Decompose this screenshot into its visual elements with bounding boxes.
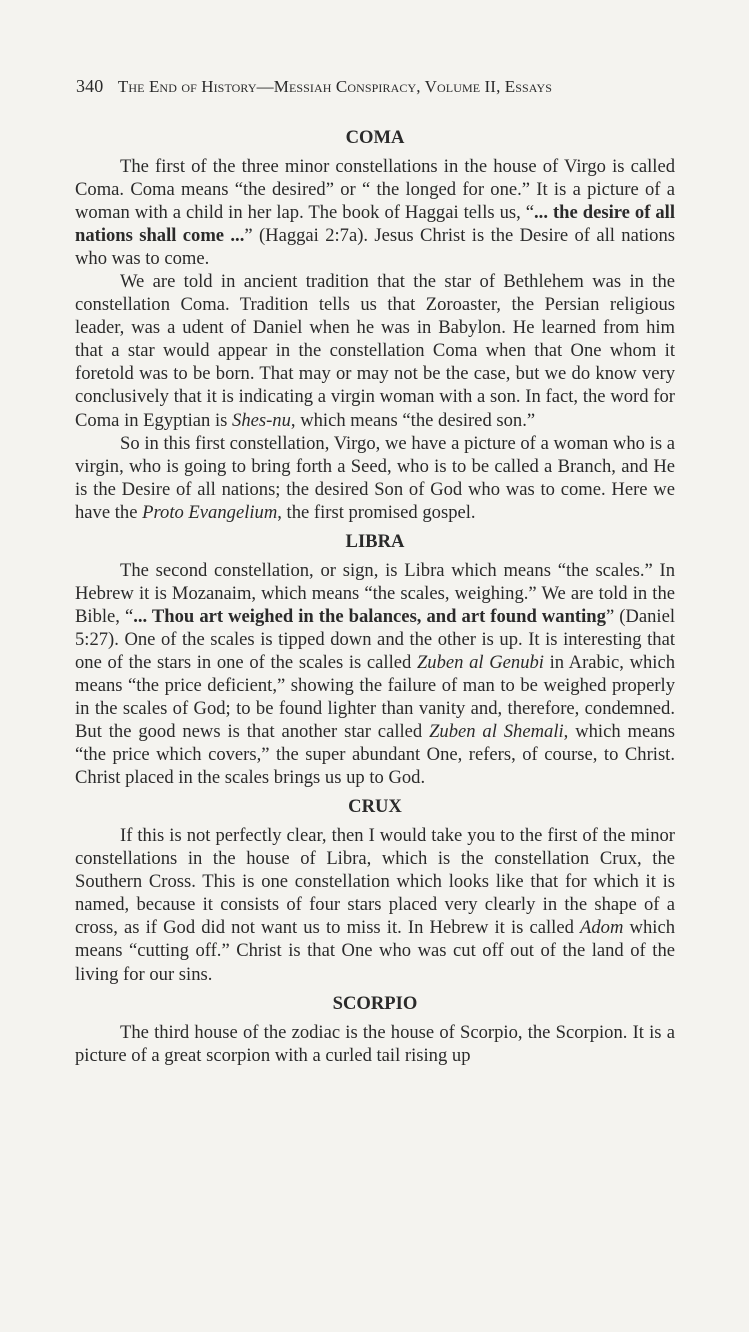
- running-head: [76, 76, 552, 97]
- running-title: The End of History—Messiah Conspiracy, Volume II, Essays: [117, 77, 553, 96]
- text-run: ” (Haggai 2:7a). Jesus Christ is the Desire of all nations who was to come.: [75, 225, 675, 270]
- section-heading-scorpio: SCORPIO: [332, 992, 418, 1014]
- bold-quote: ... the desire of all nations shall come ...: [75, 202, 676, 247]
- italic-term: Shes-nu: [232, 409, 291, 431]
- text-run: ” (Daniel 5:27). One of the scales is tipped down and the other is up. It is interesting that one of the stars in one of the scales is called: [75, 605, 675, 673]
- paragraph: [75, 824, 675, 985]
- text-run: , the first promised gospel.: [277, 501, 476, 523]
- page-number: 340: [76, 76, 104, 96]
- paragraph: [75, 270, 675, 431]
- bold-quote: ... Thou art weighed in the balances, and art found wanting: [133, 605, 606, 627]
- italic-term: Adom: [580, 917, 624, 939]
- body-text: [75, 126, 675, 1067]
- text-run: The first of the three minor constellations in the house of Virgo is called Coma. Coma means “the desired” or “ the longed for one.” It is a picture of a woman with a child in her lap. The book of Haggai tells us, “: [75, 156, 675, 224]
- text-run: in Arabic, which means “the price deficient,” showing the failure of man to be weighed properly in the scales of God; to be found lighter than vanity and, therefore, condemned. But the good news is that another star called: [75, 651, 676, 743]
- paragraph: The third house of the zodiac is the house of Scorpio, the Scorpion. It is a picture of a great scorpion with a curled tail rising up: [75, 1021, 675, 1066]
- text-run: , which means “the desired son.”: [290, 409, 536, 431]
- paragraph: [75, 155, 675, 270]
- italic-term: Zuben al Shemali: [429, 721, 564, 743]
- section-heading-crux: CRUX: [348, 796, 402, 818]
- italic-term: Zuben al Genubi: [416, 651, 544, 673]
- text-run: which means “cutting off.” Christ is that One who was cut off out of the land of the living for our sins.: [75, 917, 675, 985]
- section-heading-libra: LIBRA: [345, 530, 405, 552]
- text-run: , which means “the price which covers,” the super abundant One, refers, of course, to Christ. Christ placed in the scales brings us up to God.: [75, 721, 675, 789]
- text-run: So in this first constellation, Virgo, we have a picture of a woman who is a virgin, who is going to bring forth a Seed, who is to be called a Branch, and He is the Desire of all nations; the desired Son of God who was to come. Here we have the: [75, 432, 675, 523]
- section-heading-coma: COMA: [345, 127, 405, 148]
- italic-term: Proto Evangelium: [142, 501, 278, 523]
- paragraph: [75, 559, 675, 789]
- text-run: We are told in ancient tradition that the star of Bethlehem was in the constellation Coma. Tradition tells us that Zoroaster, the Persian religious leader, was a udent of Daniel when he was in Babylon. He learned from him that a star would appear in the constellation Coma when that One whom it foretold was to be born. That may or may not be the case, but we do know very conclusively that it is indicating a virgin woman with a son. In fact, the word for Coma in Egyptian is: [75, 271, 675, 431]
- text-run: If this is not perfectly clear, then I would take you to the first of the minor constellations in the house of Libra, which is the constellation Crux, the Southern Cross. This is one constellation which looks like that for which it is named, because it consists of four stars placed very clearly in the shape of a cross, as if God did not want us to miss it. In Hebrew it is called: [75, 825, 675, 939]
- paragraph: [75, 432, 675, 524]
- text-run: The second constellation, or sign, is Libra which means “the scales.” In Hebrew it is Mozanaim, which means “the scales, weighing.” We are told in the Bible, “: [75, 559, 675, 627]
